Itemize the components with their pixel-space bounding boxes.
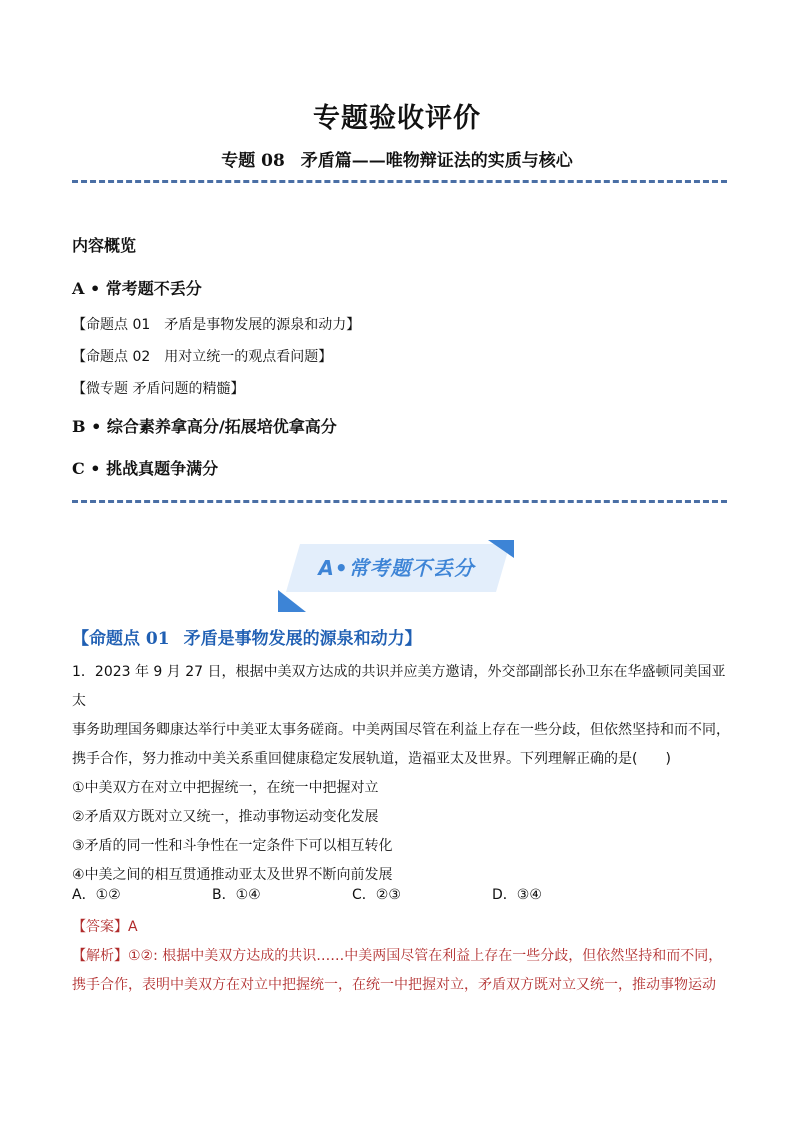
question-line: 事务助理国务卿康达举行中美亚太事务磋商。中美两国尽管在利益上存在一些分歧，但依然坚持和而不同， [72, 722, 730, 738]
overview-item-3: 【微专题 矛盾问题的精髓】 [72, 381, 245, 397]
analysis-line: 【解析】①②: 根据中美双方达成的共识……中美两国尽管在利益上存在一些分歧，但依然坚持和而不同， [72, 948, 723, 964]
topic-heading [72, 624, 732, 649]
divider-top [72, 180, 727, 183]
overview-item-2: 【命题点 02 用对立统一的观点看问题】 [72, 349, 333, 365]
question-stem [72, 658, 732, 890]
option-d: D．③④ [492, 887, 542, 903]
section-b-title: B • 综合素养拿高分/拓展培优拿高分 [72, 417, 337, 436]
section-banner [278, 540, 514, 612]
question-statement: ②矛盾双方既对立又统一，推动事物运动变化发展 [72, 809, 379, 825]
banner-label: A•常考题不丢分 [318, 556, 475, 580]
option-b: B．①④ [212, 887, 261, 903]
subtitle-text: 矛盾篇——唯物辩证法的实质与核心 [300, 151, 573, 171]
section-a-title: A • 常考题不丢分 [72, 279, 202, 298]
answer-text: 【答案】A [72, 919, 138, 935]
topic-heading-number: 【命题点 01 [72, 629, 170, 649]
section-c-title: C • 挑战真题争满分 [72, 459, 219, 478]
analysis-line: 携手合作，表明中美双方在对立中把握统一，在统一中把握对立，矛盾双方既对立又统一，推动事物运动 [72, 977, 716, 993]
page-title: 专题验收评价 [313, 103, 481, 134]
analysis-text [72, 942, 732, 1000]
question-options [72, 884, 732, 904]
question-line: 携手合作，努力推动中美关系重回健康稳定发展轨道，造福亚太及世界。下列理解正确的是( ) [72, 751, 671, 767]
question-line: 1．2023 年 9 月 27 日，根据中美双方达成的共识并应美方邀请，外交部副部长孙卫东在华盛顿同美国亚太 [72, 664, 726, 709]
question-statement: ④中美之间的相互贯通推动亚太及世界不断向前发展 [72, 867, 393, 883]
overview-item-1: 【命题点 01 矛盾是事物发展的源泉和动力】 [72, 317, 361, 333]
page-subtitle [0, 146, 794, 171]
option-c: C．②③ [352, 887, 401, 903]
subtitle-number: 专题 08 [221, 151, 285, 171]
question-statement: ③矛盾的同一性和斗争性在一定条件下可以相互转化 [72, 838, 393, 854]
overview-title: 内容概览 [72, 236, 137, 255]
divider-bottom [72, 500, 727, 503]
topic-heading-text: 矛盾是事物发展的源泉和动力】 [183, 629, 422, 649]
option-a: A．①② [72, 887, 121, 903]
question-statement: ①中美双方在对立中把握统一，在统一中把握对立 [72, 780, 379, 796]
